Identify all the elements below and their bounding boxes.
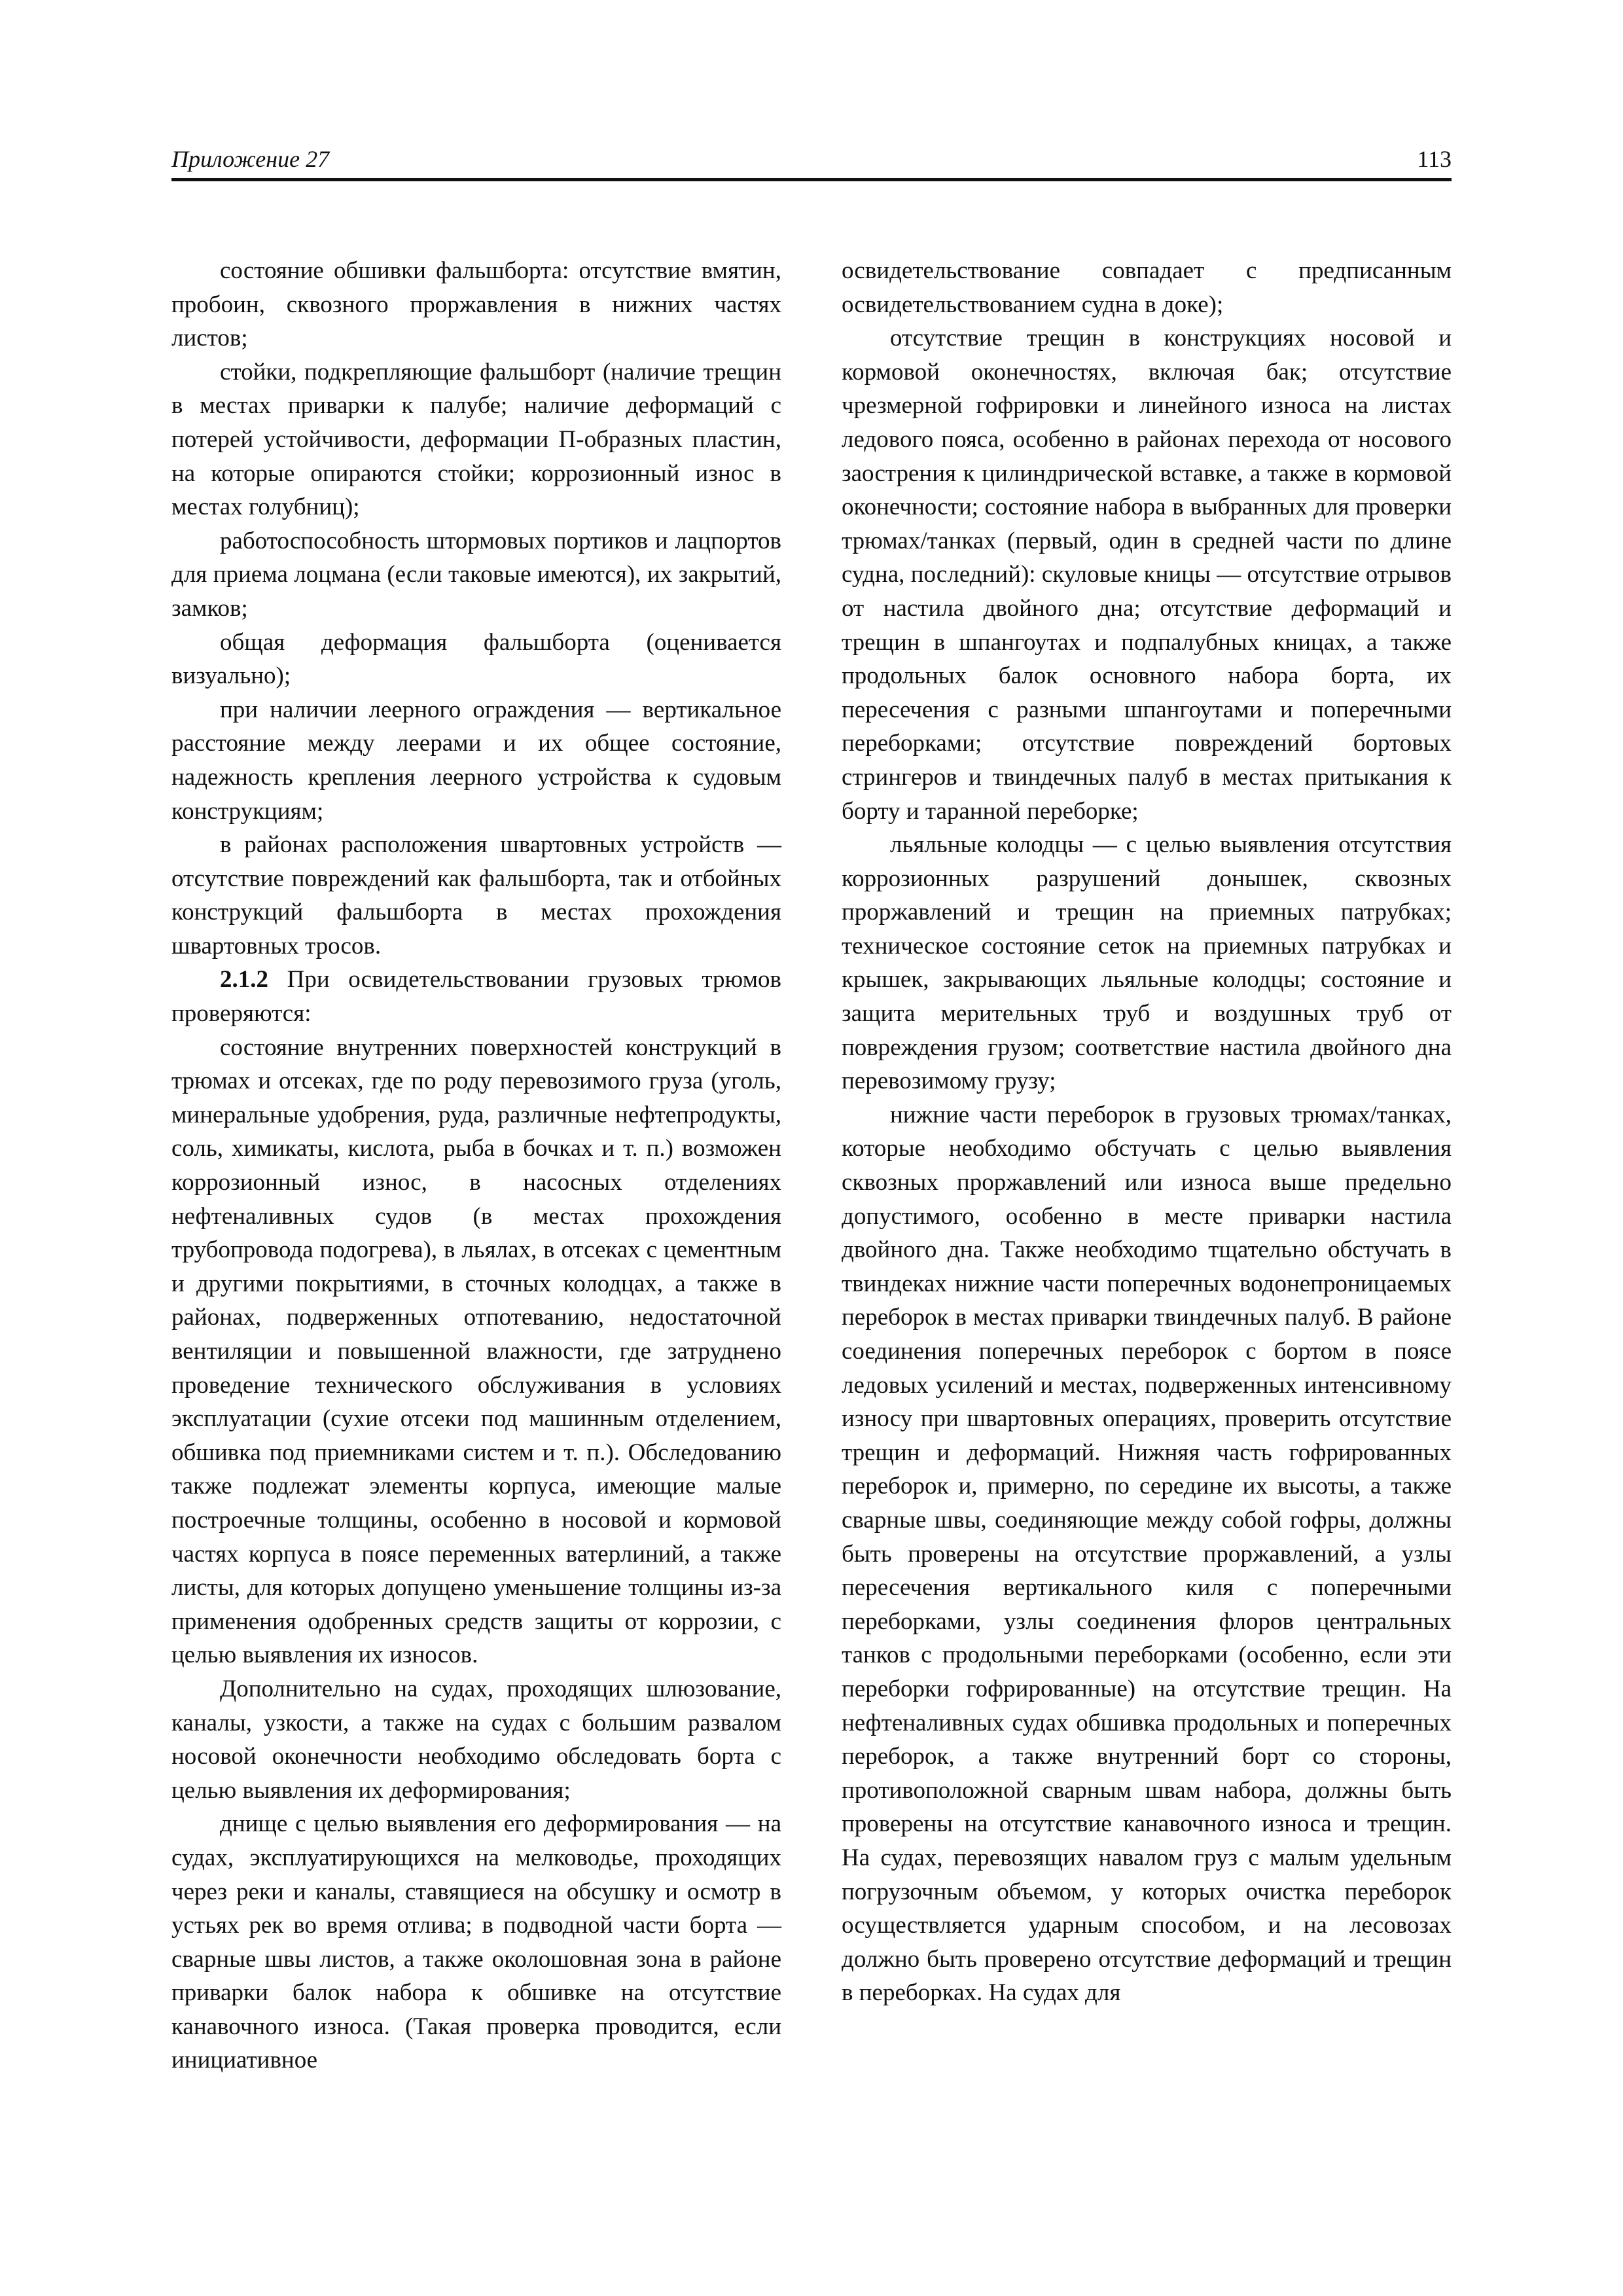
paragraph: льяльные колодцы — с целью выявления отсутствия коррозионных разрушений донышек, сквозных проржавлений и трещин на приемных патрубках; техническое состояние сеток на приемных патрубках и крышек, закрывающих льяльные колодцы; состояние и защита мерительных труб и воздушных труб от повреждения грузом; соответствие настила двойного дна перевозимому грузу;: [842, 831, 1452, 1095]
paragraph: при наличии леерного ограждения — вертикальное расстояние между леерами и их общее состояние, надежность крепления леерного устройства к судовым конструкциям;: [171, 696, 781, 825]
section-number: 2.1.2: [220, 966, 268, 994]
page-number: 113: [1417, 146, 1452, 172]
section-paragraph: [171, 963, 781, 1030]
left-column: [171, 254, 781, 2077]
header-rule: [171, 178, 1452, 181]
paragraph: освидетельствование совпадает с предписанным освидетельствованием судна в доке);: [842, 257, 1452, 318]
paragraph: состояние обшивки фальшборта: отсутствие вмятин, пробоин, сквозного проржавления в нижних частях листов;: [171, 257, 781, 352]
paragraph: отсутствие трещин в конструкциях носовой и кормовой оконечностях, включая бак; отсутствие чрезмерной гофрировки и линейного износа на листах ледового пояса, особенно в районах перехода от носового заострения к цилиндрической вставке, а также в кормовой оконечности; состояние набора в выбранных для проверки трюмах/танках (первый, один в средней части по длине судна, последний): скуловые кницы — отсутствие отрывов от настила двойного дна; отсутствие деформаций и трещин в шпангоутах и подпалубных кницах, а также продольных балок основного набора борта, их пересечения с разными шпангоутами и поперечными переборками; отсутствие повреждений бортовых стрингеров и твиндечных палуб в местах притыкания к борту и таранной переборке;: [842, 325, 1452, 825]
page-header: [171, 143, 1452, 179]
paragraph: работоспособность штормовых портиков и лацпортов для приема лоцмана (если таковые имеются), их закрытий, замков;: [171, 527, 781, 622]
paragraph: Дополнительно на судах, проходящих шлюзование, каналы, узкости, а также на судах с большим развалом носовой оконечности необходимо обследовать борта с целью выявления их деформирования;: [171, 1675, 781, 1804]
running-title: Приложение 27: [171, 146, 330, 172]
paragraph: днище с целью выявления его деформирования — на судах, эксплуатирующихся на мелководье, проходящих через реки и каналы, ставящиеся на обсушку и осмотр в устьях рек во время отлива; в подводной части борта — сварные швы листов, а также околошовная зона в районе приварки балок набора к обшивке на отсутствие канавочного износа. (Такая проверка проводится, если инициативное: [171, 1810, 781, 2074]
paragraph: стойки, подкрепляющие фальшборт (наличие трещин в местах приварки к палубе; наличие деформаций с потерей устойчивости, деформации П-образных пластин, на которые опираются стойки; коррозионный износ в местах голубниц);: [171, 358, 781, 521]
paragraph: состояние внутренних поверхностей конструкций в трюмах и отсеках, где по роду перевозимого груза (уголь, минеральные удобрения, руда, различные нефтепродукты, соль, химикаты, кислота, рыба в бочках и т. п.) возможен коррозионный износ, в насосных отделениях нефтеналивных судов (в местах прохождения трубопровода подогрева), в льялах, в отсеках с цементным и другими покрытиями, в сточных колодцах, а также в районах, подверженных отпотеванию, недостаточной вентиляции и повышенной влажности, где затруднено проведение технического обслуживания в условиях эксплуатации (сухие отсеки под машинным отделением, обшивка под приемниками систем и т. п.). Обследованию также подлежат элементы корпуса, имеющие малые построечные толщины, особенно в носовой и кормовой частях корпуса в поясе переменных ватерлиний, а также листы, для которых допущено уменьшение толщины из-за применения одобренных средств защиты от коррозии, с целью выявления их износов.: [171, 1033, 781, 1669]
paragraph: в районах расположения швартовных устройств — отсутствие повреждений как фальшборта, так и отбойных конструкций фальшборта в местах прохождения швартовных тросов.: [171, 831, 781, 960]
right-column: [842, 254, 1452, 2010]
section-text: При освидетельствовании грузовых трюмов проверяются:: [171, 966, 781, 1028]
paragraph: общая деформация фальшборта (оценивается визуально);: [171, 628, 781, 690]
paragraph: нижние части переборок в грузовых трюмах/танках, которые необходимо обстучать с целью выявления сквозных проржавлений или износа выше предельно допустимого, особенно в месте приварки настила двойного дна. Также необходимо тщательно обстучать в твиндеках нижние части поперечных водонепроницаемых переборок в местах приварки твиндечных палуб. В районе соединения поперечных переборок с бортом в поясе ледовых усилений и местах, подверженных интенсивному износу при швартовных операциях, проверить отсутствие трещин и деформаций. Нижняя часть гофрированных переборок и, примерно, по середине их высоты, а также сварные швы, соединяющие между собой гофры, должны быть проверены на отсутствие проржавлений, а узлы пересечения вертикального киля с поперечными переборками, узлы соединения флоров центральных танков с продольными переборками (особенно, если эти переборки гофрированные) на отсутствие трещин. На нефтеналивных судах обшивка продольных и поперечных переборок, а также внутренний борт со стороны, противоположной сварным швам набора, должны быть проверены на отсутствие канавочного износа и трещин. На судах, перевозящих навалом груз с малым удельным погрузочным объемом, у которых очистка переборок осуществляется ударным способом, и на лесовозах должно быть проверено отсутствие деформаций и трещин в переборках. На судах для: [842, 1101, 1452, 2007]
